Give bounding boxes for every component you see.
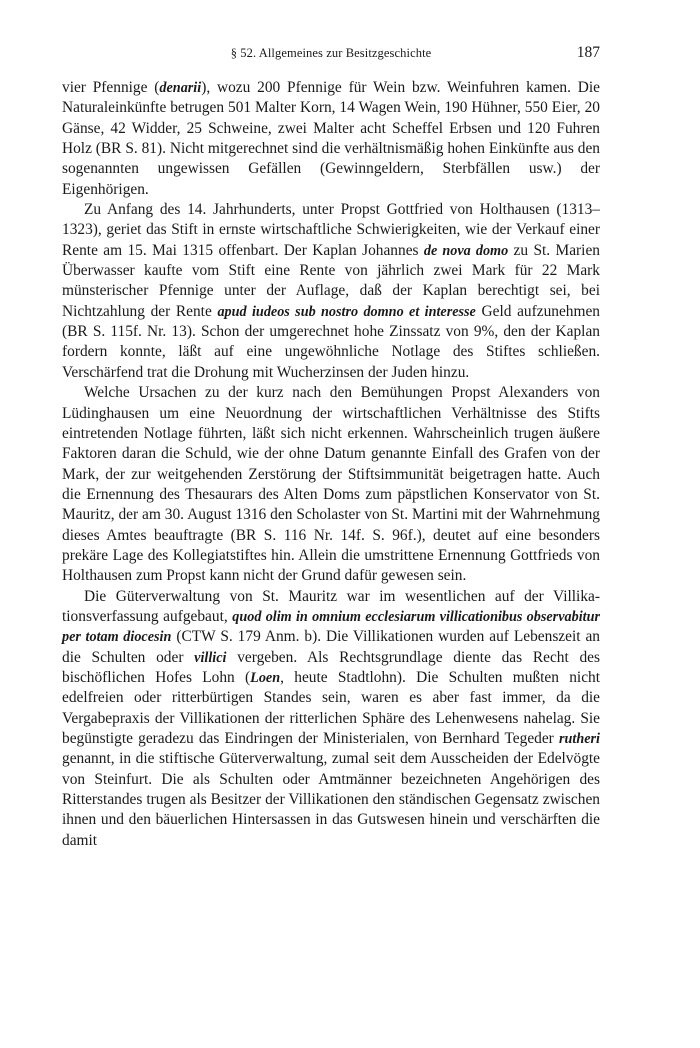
text-run: Welche Ursachen zu der kurz nach den Bemühungen Propst Alexanders von Lüdinghausen um eine Neuordnung der wirtschaftlichen Verhältnisse des Stifts eintretenden Notlage führten, läßt sich nicht erkennen. Wahrscheinlich trugen äußere Faktoren daran die Schuld, wie der ohne Datum genannte Einfall des Grafen von der Mark, der zur weitgehenden Zerstörung der Stiftsimmunität beigetragen hatte. Auch die Ernennung des Thesaurars des Alten Doms zum päpstlichen Konservator von St. Mauritz, der am 30. August 1316 den Scholaster von St. Martini mit der Wahrnehmung dieses Amtes beauftragte (BR S. 116 Nr. 14f. S. 96f.), deutet auf eine besonders prekäre Lage des Kollegiatstiftes hin. Allein die umstrittene Ernennung Gottfrieds von Holthausen zum Propst kann nicht der Grund dafür gewesen sein. xyxy=(62,384,600,585)
text-run: zu St. Marien Überwasser kaufte vom Stift eine Rente von jährlich zwei Mark für 22 Mark münsterischer Pfennige unter der Auflage, daß der Kaplan berechtigt sei, bei Nichtzahlung der Rente xyxy=(62,241,600,320)
page-number: 187 xyxy=(576,44,600,61)
paragraph-1 xyxy=(62,78,600,200)
paragraph-4 xyxy=(62,587,600,851)
paragraph-2 xyxy=(62,200,600,383)
latin-term: rutheri xyxy=(558,731,600,747)
latin-term: denarii xyxy=(159,80,202,96)
text-run: Die Güterverwaltung von St. Mauritz war im wesentlichen auf der Villikationsverfassung aufgebaut, xyxy=(62,587,600,625)
text-run: Zu Anfang des 14. Jahrhunderts, unter Propst Gottfried von Holthausen (1313–1323), geriet das Stift in ernste wirtschaftliche Schwierigkeiten, wie der Verkauf einer Rente am 15. Mai 1315 offenbart. Der Kaplan Johannes xyxy=(62,201,600,259)
latin-term: de nova domo xyxy=(423,242,509,259)
text-run: vergeben. Als Rechtsgrundlage diente das Recht des bischöflichen Hofes Lohn ( xyxy=(62,648,600,686)
text-run: , heute Stadtlohn). Die Schulten mußten nicht edelfreien oder ritterbürtigen Standes sein, waren es aber fast immer, da die Vergabepraxis der Villikationen der ritterlichen Sphäre des Lehenwesens nahelag. Sie begünstigte geradezu das Eindringen der Ministerialen, von Bernhard Tegeder xyxy=(62,668,600,747)
text-run: ), wozu 200 Pfennige für Wein bzw. Weinfuhren kamen. Die Naturaleinkünfte betrugen 501 Malter Korn, 14 Wagen Wein, 190 Hühner, 550 Eier, 20 Gänse, 42 Widder, 25 Schweine, zwei Malter acht Scheffel Erbsen und 120 Fuhren Holz (BR S. 81). Nicht mitgerechnet sind die verhältnismäßig hohen Einkünfte aus den sogenannten ungewissen Gefällen (Gewinngeldern, Sterbfällen usw.) der Eigenhörigen. xyxy=(62,79,600,198)
text-run: vier Pfennige ( xyxy=(62,79,160,96)
latin-term: apud iudeos sub nostro domno et interesse xyxy=(217,303,476,320)
latin-term: quod olim in omnium ecclesiarum villicationibus observabitur per totam diocesin xyxy=(62,608,600,646)
latin-term: Loen xyxy=(250,669,281,686)
body-text xyxy=(62,78,600,851)
text-run: Geld aufzunehmen (BR S. 115f. Nr. 13). Schon der umgerechnet hohe Zinssatz von 9%, den der Kaplan fordern konnte, läßt auf eine ungewöhnliche Notlage des Stiftes schließen. Verschärfend trat die Drohung mit Wucherzinsen der Juden hinzu. xyxy=(62,302,600,381)
text-run: genannt, in die stiftische Güterverwaltung, zumal seit dem Ausscheiden der Edelvögte von Steinfurt. Die als Schulten oder Amtmänner bezeichneten Angehörigen des Ritterstandes trugen als Besitzer der Villikationen den ständischen Gegensatz zwischen ihnen und den bäuerlichen Hintersassen in das Gutswesen hinein und verschärften die damit xyxy=(62,750,600,849)
latin-term: villici xyxy=(194,649,227,666)
page-header xyxy=(62,44,600,64)
running-title: § 52. Allgemeines zur Besitzgeschichte xyxy=(230,46,432,60)
paragraph-3 xyxy=(62,383,600,586)
text-run: (CTW S. 179 Anm. b). Die Villikationen wurden auf Lebenszeit an die Schulten oder xyxy=(62,628,600,666)
